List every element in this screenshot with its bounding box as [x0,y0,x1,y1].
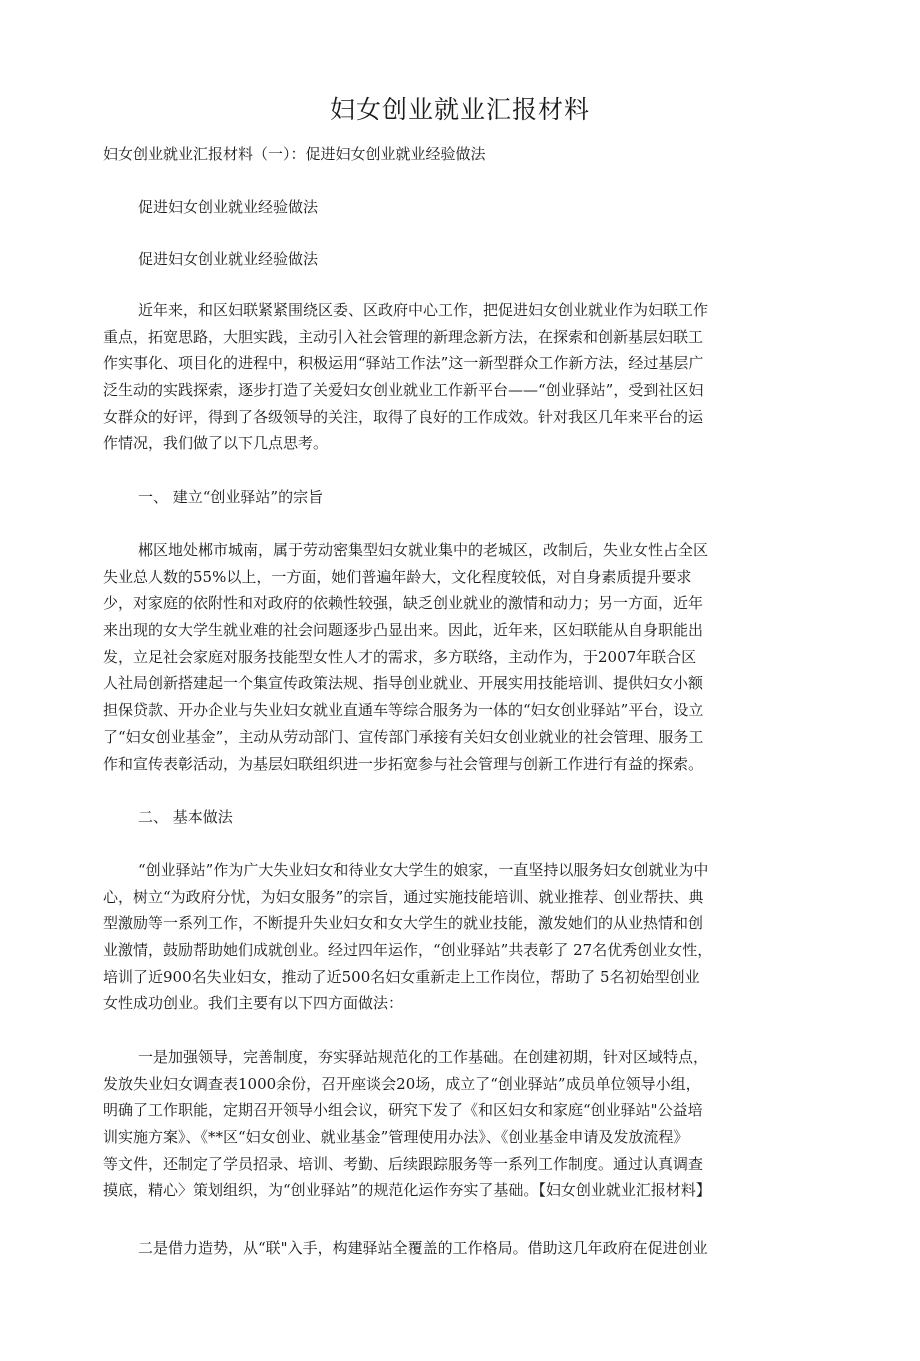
text-line: 了“妇女创业基金”，主动从劳动部门、宣传部门承接有关妇女创业就业的社会管理、服务工 [103,727,704,746]
document-subtitle: 妇女创业就业汇报材料（一）：促进妇女创业就业经验做法 [103,145,486,163]
text-line: 明确了工作职能，定期召开领导小组会议，研究下发了《和区妇女和家庭“创业驿站"公益培 [103,1101,703,1120]
paragraph-purpose [103,537,783,777]
text-line: 等文件，还制定了学员招录、培训、考勤、后续跟踪服务等一系列工作制度。通过认真调查 [103,1154,704,1173]
section-heading-1: 一、 建立“创业驿站”的宗旨 [138,488,324,506]
text-line: 型激励等一系列工作，不断提升失业妇女和女大学生的就业技能，激发她们的从业热情和创 [103,914,704,933]
text-line: 少，对家庭的依附性和对政府的依赖性较强，缺乏创业就业的激情和动力；另一方面，近年 [103,594,704,613]
text-line: 女群众的好评，得到了各级领导的关注，取得了良好的工作成效。针对我区几年来平台的运 [103,407,704,426]
document-title: 妇女创业就业汇报材料 [329,95,590,124]
text-line: 人社局创新搭建起一个集宣传政策法规、指导创业就业、开展实用技能培训、提供妇女小额 [103,674,704,693]
text-line: 作情况，我们做了以下几点思考。 [103,434,329,453]
text-line: 发放失业妇女调查表1000余份，召开座谈会20场，成立了“创业驿站”成员单位领导小组， [103,1074,701,1093]
paragraph-point-two [103,1235,783,1262]
text-line: 来出现的女大学生就业难的社会问题逐步凸显出来。因此，近年来，区妇联能从自身职能出 [103,621,704,640]
text-line: 泛生动的实践探索，逐步打造了关爱妇女创业就业工作新平台——“创业驿站”，受到社区妇 [103,381,704,400]
text-line: 女性成功创业。我们主要有以下四方面做法： [103,994,404,1013]
text-line: 重点，拓宽思路，大胆实践，主动引入社会管理的新理念新方法，在探索和创新基层妇联工 [103,327,704,346]
text-line: 失业总人数的55%以上，一方面，她们普遍年龄大，文化程度较低，对自身素质提升要求 [103,567,692,586]
text-line: 训实施方案》、《**区“妇女创业、就业基金”管理使用办法》、《创业基金申请及发放流程》 [103,1128,689,1147]
text-line: 摸底，精心〉策划组织，为“创业驿站”的规范化运作夯实了基础。【妇女创业就业汇报材料】 [103,1181,711,1200]
text-line: 二是借力造势，从“联"入手，构建驿站全覆盖的工作格局。借助这几年政府在促进创业 [138,1239,708,1257]
section-heading-2: 二、 基本做法 [138,808,233,826]
paragraph-basic-approach [103,857,783,1017]
text-line: 心，树立“为政府分忧，为妇女服务”的宗旨，通过实施技能培训、就业推荐、创业帮扶、典 [103,887,704,906]
text-line: “创业驿站”作为广大失业妇女和待业女大学生的娘家，一直坚持以服务妇女创就业为中 [138,861,709,879]
paragraph-intro [103,297,783,457]
text-line: 担保贷款、开办企业与失业妇女就业直通车等综合服务为一体的“妇女创业驿站”平台，设立 [103,701,704,720]
section-heading: 促进妇女创业就业经验做法 [138,250,319,268]
text-line: 发，立足社会家庭对服务技能型女性人才的需求，多方联络，主动作为，于2007年联合区 [103,647,697,666]
text-line: 一是加强领导，完善制度，夯实驿站规范化的工作基础。在创建初期，针对区域特点， [138,1048,709,1066]
text-line: 作和宣传表彰活动，为基层妇联组织进一步拓宽参与社会管理与创新工作进行有益的探索。 [103,754,704,773]
text-line: 作实事化、项目化的进程中，积极运用“驿站工作法”这一新型群众工作新方法，经过基层广 [103,354,704,373]
text-line: 业激情，鼓励帮助她们成就创业。经过四年运作，“创业驿站”共表彰了 27名优秀创业女性， [103,941,713,960]
paragraph-point-one [103,1044,783,1204]
text-line: 郴区地处郴市城南，属于劳动密集型妇女就业集中的老城区，改制后，失业女性占全区 [138,541,709,559]
text-line: 近年来，和区妇联紧紧围绕区委、区政府中心工作，把促进妇女创业就业作为妇联工作 [138,301,709,319]
section-heading: 促进妇女创业就业经验做法 [138,198,319,216]
text-line: 培训了近900名失业妇女，推动了近500名妇女重新走上工作岗位，帮助了 5名初始型创业 [103,967,700,986]
